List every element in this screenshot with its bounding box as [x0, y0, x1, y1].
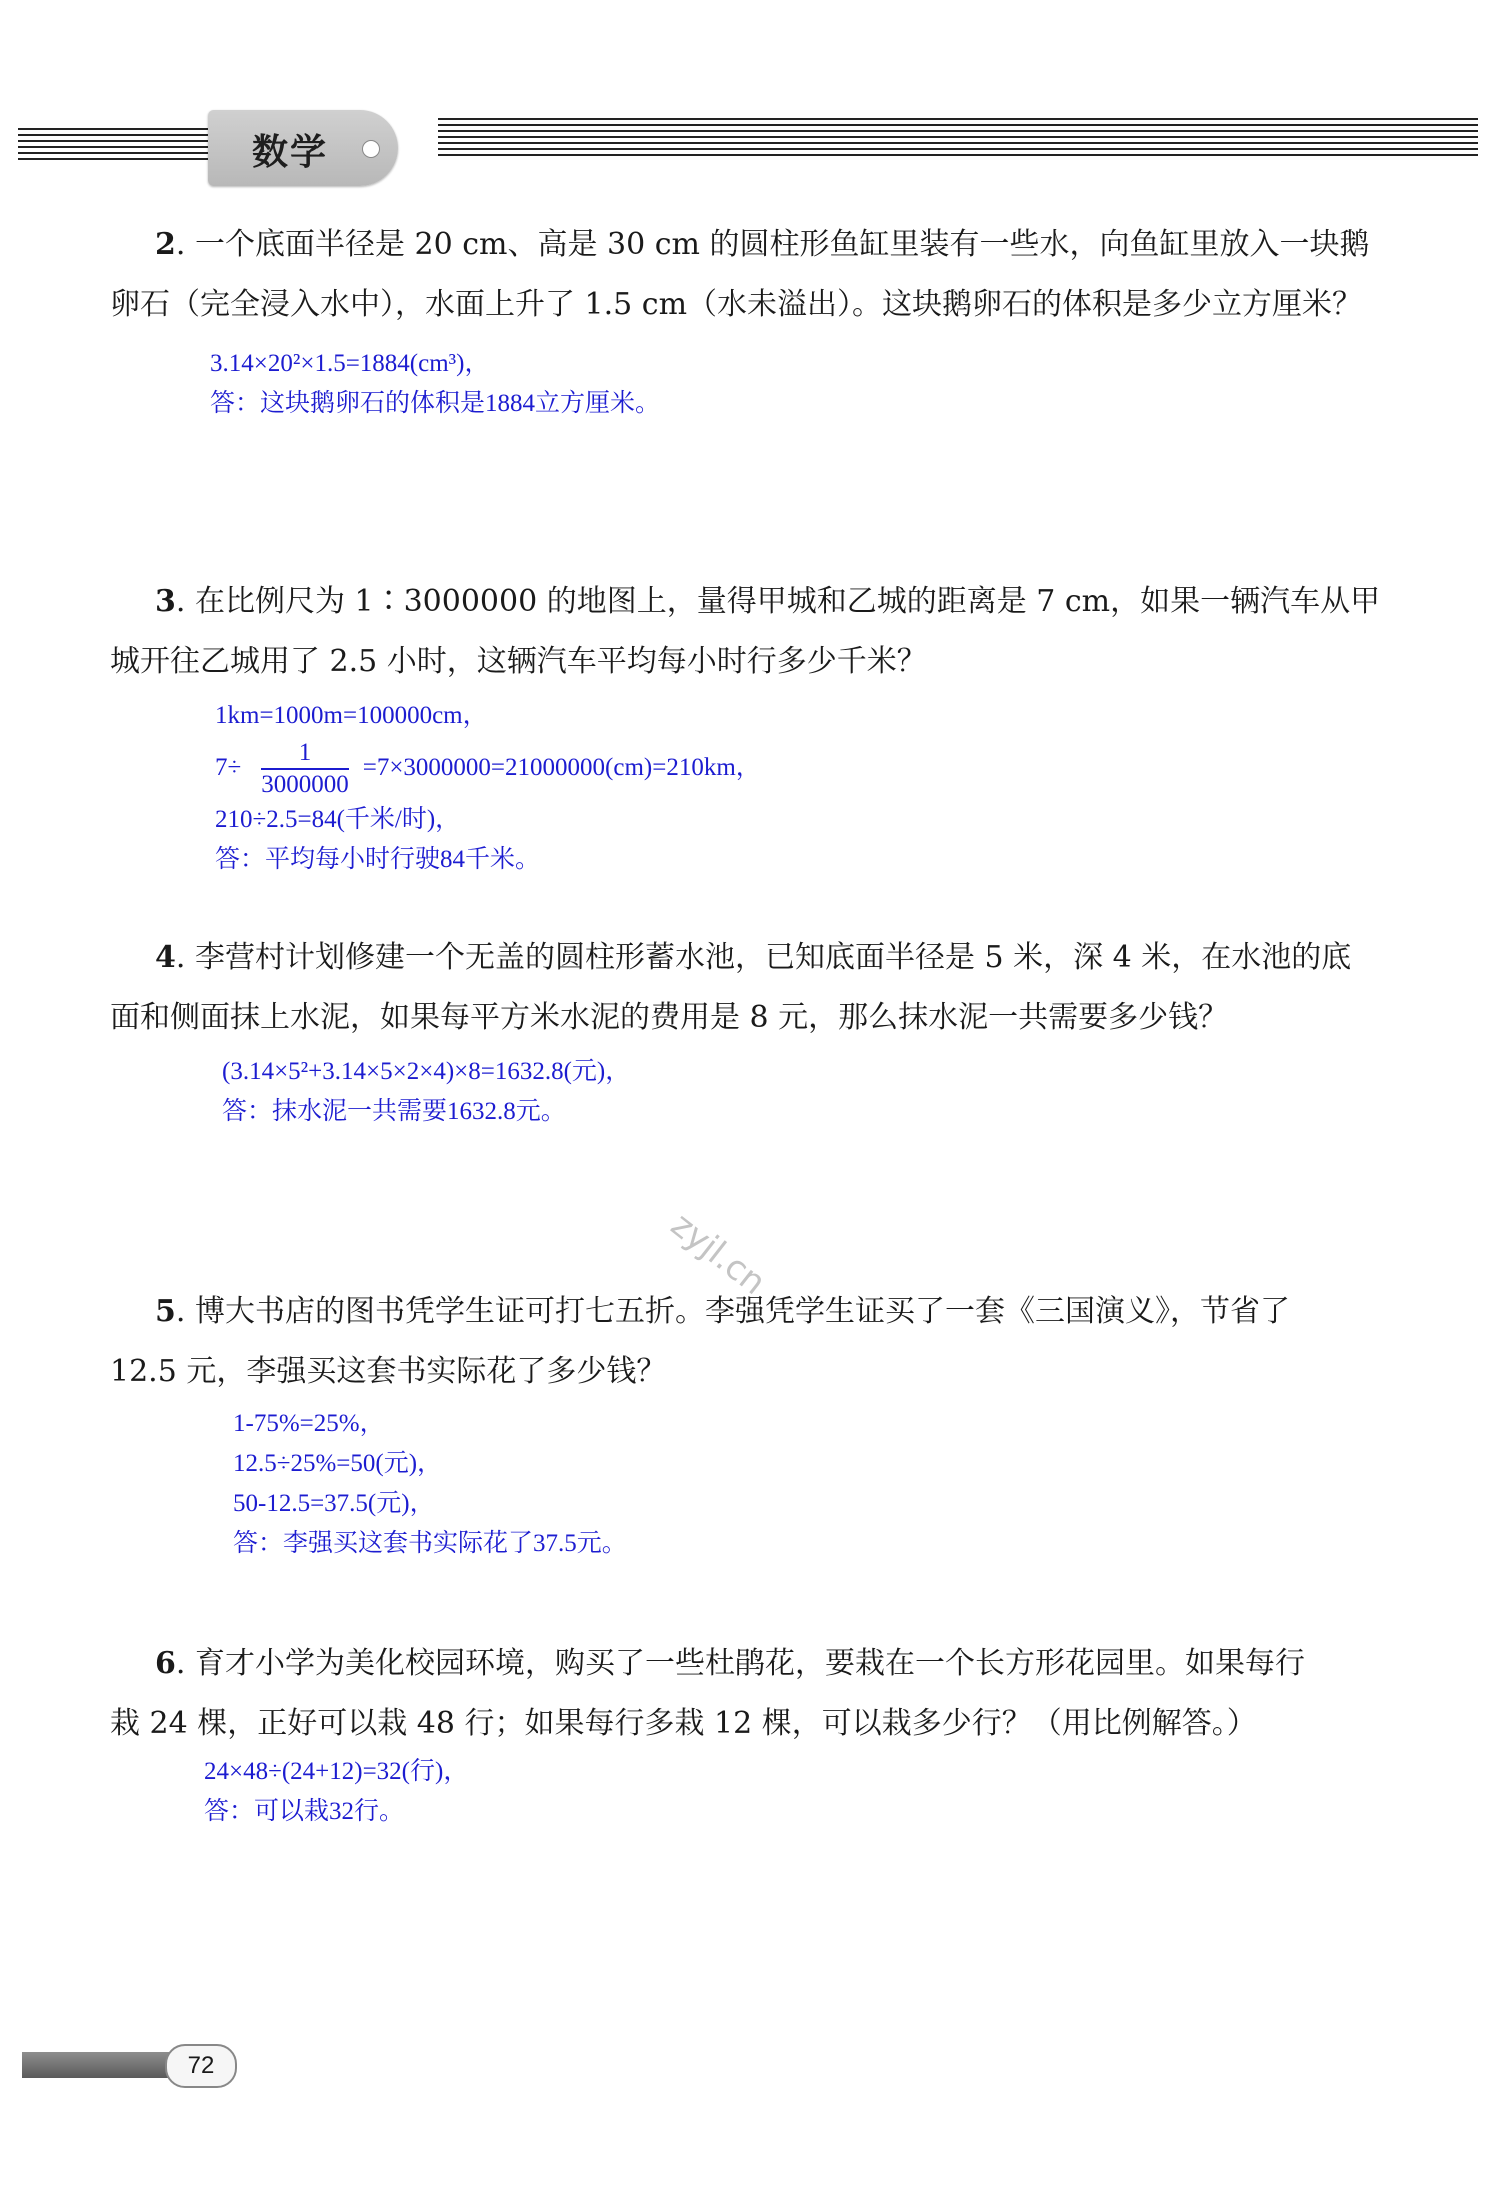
- fraction-prefix: 7÷: [215, 754, 242, 781]
- answer-line: 答：平均每小时行驶84千米。: [215, 846, 541, 874]
- subject-label: 数学: [252, 132, 329, 173]
- fraction: [261, 738, 349, 800]
- answer-line: 答：可以栽32行。: [204, 1798, 405, 1825]
- question-text-line2: 卵石（完全浸入水中），水面上升了 1.5 cm（水未溢出）。这块鹅卵石的体积是多少立方厘米？: [110, 287, 1363, 322]
- question-5: [110, 1282, 1400, 1402]
- answer-5: [233, 1404, 627, 1564]
- question-text-line1: . 在比例尺为 1∶3000000 的地图上，量得甲城和乙城的距离是 7 cm，如果一辆汽车从甲: [175, 584, 1381, 619]
- answer-line: 1-75%=25%，: [233, 1410, 385, 1437]
- answer-line: 210÷2.5=84(千米/时)，: [215, 806, 461, 834]
- answer-2: [210, 344, 660, 424]
- question-number: 3: [155, 584, 176, 619]
- answer-line: 3.14×20²×1.5=1884(cm³)，: [210, 350, 490, 377]
- question-text-line1: . 育才小学为美化校园环境，购买了一些杜鹃花，要栽在一个长方形花园里。如果每行: [175, 1646, 1305, 1681]
- header-rule-left: [18, 128, 208, 164]
- answer-6: [204, 1752, 468, 1832]
- question-text-line2: 面和侧面抹上水泥，如果每平方米水泥的费用是 8 元，那么抹水泥一共需要多少钱？: [110, 1000, 1229, 1035]
- question-text-line1: . 李营村计划修建一个无盖的圆柱形蓄水池，已知底面半径是 5 米，深 4 米，在水池的底: [175, 940, 1352, 975]
- question-4: [110, 928, 1400, 1048]
- answer-line: 答：这块鹅卵石的体积是1884立方厘米。: [210, 390, 661, 417]
- answer-line: 50-12.5=37.5(元)，: [233, 1490, 435, 1517]
- question-text-line1: . 博大书店的图书凭学生证可打七五折。李强凭学生证买了一套《三国演义》，节省了: [175, 1294, 1290, 1329]
- question-2: [110, 215, 1400, 335]
- answer-3: [215, 696, 761, 880]
- page-number: 72: [165, 2044, 237, 2088]
- fraction-denominator: 3000000: [261, 771, 349, 799]
- watermark: zyjl.cn: [663, 1205, 774, 1303]
- answer-line: (3.14×5²+3.14×5×2×4)×8=1632.8(元)，: [222, 1058, 631, 1085]
- answer-line: 答：抹水泥一共需要1632.8元。: [222, 1098, 566, 1125]
- answer-line: 答：李强买这套书实际花了37.5元。: [233, 1530, 627, 1557]
- fraction-numerator: 1: [261, 738, 349, 770]
- answer-line: 24×48÷(24+12)=32(行)，: [204, 1758, 469, 1785]
- question-number: 5: [155, 1294, 176, 1329]
- tab-hole-icon: [362, 140, 380, 158]
- fraction-suffix: =7×3000000=21000000(cm)=210km，: [362, 754, 761, 781]
- subject-tab: [208, 110, 398, 186]
- footer-bar: [22, 2052, 170, 2078]
- question-text-line1: . 一个底面半径是 20 cm、高是 30 cm 的圆柱形鱼缸里装有一些水，向鱼缸里放入一块鹅: [175, 227, 1370, 262]
- answer-line-fraction: [215, 736, 761, 800]
- question-6: [110, 1634, 1400, 1754]
- question-text-line2: 栽 24 棵，正好可以栽 48 行；如果每行多栽 12 棵，可以栽多少行？（用比例解答。）: [110, 1706, 1257, 1741]
- question-3: [110, 572, 1400, 692]
- question-text-line2: 城开往乙城用了 2.5 小时，这辆汽车平均每小时行多少千米？: [110, 644, 927, 679]
- answer-line: 12.5÷25%=50(元)，: [233, 1450, 443, 1477]
- header-rule-right: [438, 118, 1478, 160]
- answer-4: [222, 1052, 630, 1132]
- question-text-line2: 12.5 元，李强买这套书实际花了多少钱？: [110, 1354, 667, 1389]
- question-number: 4: [155, 940, 176, 975]
- answer-line: 1km=1000m=100000cm，: [215, 702, 488, 729]
- question-number: 2: [155, 227, 176, 262]
- question-number: 6: [155, 1646, 176, 1681]
